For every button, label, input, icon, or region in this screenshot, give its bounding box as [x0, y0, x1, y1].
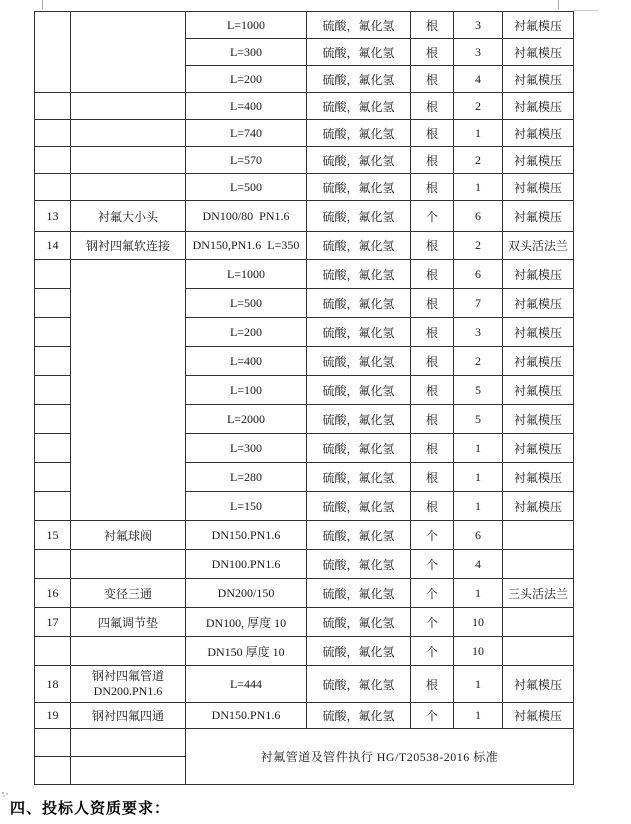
cell-medium: 硫酸，氟化氢 [307, 232, 411, 260]
cell-spec: L=2000 [186, 405, 307, 434]
cell-medium: 硫酸，氟化氢 [307, 703, 411, 729]
cell-name [71, 729, 186, 757]
table-top-border-artifact [573, 10, 598, 11]
cell-remark: 衬氟模压 [503, 260, 574, 289]
cell-remark: 三头活法兰 [503, 579, 574, 608]
cell-no [35, 550, 71, 579]
cell-medium: 硫酸，氟化氢 [307, 260, 411, 289]
cell-no: 16 [35, 579, 71, 608]
cell-no [35, 93, 71, 120]
cell-medium: 硫酸，氟化氢 [307, 434, 411, 463]
cell-remark: 衬氟模压 [503, 174, 574, 201]
cell-remark: 衬氟模压 [503, 492, 574, 521]
cell-name [71, 260, 186, 521]
cell-qty: 4 [454, 66, 503, 93]
cell-name [71, 174, 186, 201]
cell-unit: 个 [411, 579, 454, 608]
cell-name: 钢衬四氟软连接 [71, 232, 186, 260]
cell-name [71, 637, 186, 666]
cell-unit: 根 [411, 147, 454, 174]
cell-no [35, 260, 71, 289]
cell-remark: 衬氟模压 [503, 12, 574, 39]
table-row [35, 260, 574, 289]
cell-spec: L=1000 [186, 12, 307, 39]
cell-remark [503, 521, 574, 550]
cell-remark: 双头活法兰 [503, 232, 574, 260]
table-row [35, 579, 574, 608]
cell-no [35, 405, 71, 434]
cell-remark: 衬氟模压 [503, 66, 574, 93]
cell-spec: DN200/150 [186, 579, 307, 608]
cell-spec: L=500 [186, 174, 307, 201]
cell-no: 17 [35, 608, 71, 637]
cell-spec: DN100/80 PN1.6 [186, 201, 307, 232]
cell-unit: 个 [411, 637, 454, 666]
cell-remark: 衬氟模压 [503, 39, 574, 66]
cell-no [35, 463, 71, 492]
cell-qty: 2 [454, 347, 503, 376]
cell-qty: 4 [454, 550, 503, 579]
cell-name [71, 147, 186, 174]
cell-unit: 根 [411, 463, 454, 492]
cell-unit: 根 [411, 666, 454, 703]
materials-table [34, 11, 574, 785]
cell-unit: 根 [411, 318, 454, 347]
cell-qty: 1 [454, 492, 503, 521]
cell-unit: 根 [411, 12, 454, 39]
cell-remark: 衬氟模压 [503, 201, 574, 232]
cell-unit: 个 [411, 201, 454, 232]
cell-no [35, 12, 71, 93]
table-row [35, 201, 574, 232]
cell-remark: 衬氟模压 [503, 703, 574, 729]
cell-spec: L=280 [186, 463, 307, 492]
cell-no [35, 347, 71, 376]
cell-unit: 根 [411, 434, 454, 463]
cell-unit: 个 [411, 521, 454, 550]
cell-medium: 硫酸，氟化氢 [307, 39, 411, 66]
cell-remark [503, 637, 574, 666]
cell-no [35, 376, 71, 405]
cell-remark: 衬氟模压 [503, 666, 574, 703]
cell-spec: L=100 [186, 376, 307, 405]
cell-spec: L=400 [186, 347, 307, 376]
cell-spec: DN150 厚度 10 [186, 637, 307, 666]
cell-unit: 根 [411, 492, 454, 521]
cell-no [35, 147, 71, 174]
cell-unit: 个 [411, 703, 454, 729]
cell-medium: 硫酸，氟化氢 [307, 608, 411, 637]
cell-name: 钢衬四氟四通 [71, 703, 186, 729]
table-row [35, 703, 574, 729]
table-row [35, 12, 574, 39]
table-row [35, 550, 574, 579]
cell-no [35, 637, 71, 666]
cell-qty: 1 [454, 703, 503, 729]
cell-no [35, 757, 71, 785]
table-row [35, 608, 574, 637]
cell-no [35, 318, 71, 347]
cell-spec: DN150.PN1.6 [186, 521, 307, 550]
cell-qty: 2 [454, 93, 503, 120]
cell-remark: 衬氟模压 [503, 120, 574, 147]
cell-remark: 衬氟模压 [503, 93, 574, 120]
cell-spec: L=200 [186, 318, 307, 347]
cell-remark: 衬氟模压 [503, 147, 574, 174]
cell-remark: 衬氟模压 [503, 463, 574, 492]
cell-name: 变径三通 [71, 579, 186, 608]
cell-no: 13 [35, 201, 71, 232]
cell-medium: 硫酸，氟化氢 [307, 637, 411, 666]
cell-name [71, 666, 186, 703]
table-row [35, 521, 574, 550]
cell-name [71, 550, 186, 579]
cell-medium: 硫酸，氟化氢 [307, 147, 411, 174]
cell-unit: 根 [411, 405, 454, 434]
cell-remark: 衬氟模压 [503, 347, 574, 376]
cell-medium: 硫酸，氟化氢 [307, 174, 411, 201]
cell-qty: 1 [454, 463, 503, 492]
cell-unit: 根 [411, 39, 454, 66]
cell-medium: 硫酸，氟化氢 [307, 492, 411, 521]
cell-name: 四氟调节垫 [71, 608, 186, 637]
cell-no: 19 [35, 703, 71, 729]
cell-remark: 衬氟模压 [503, 434, 574, 463]
cell-medium: 硫酸，氟化氢 [307, 521, 411, 550]
item-name-line1: 钢衬四氟管道 [91, 669, 164, 683]
cell-unit: 个 [411, 550, 454, 579]
cell-spec: L=300 [186, 434, 307, 463]
standard-note-cell: 衬氟管道及管件执行 HG/T20538-2016 标准 [186, 729, 574, 785]
cell-spec: L=400 [186, 93, 307, 120]
cell-spec: L=740 [186, 120, 307, 147]
cell-medium: 硫酸，氟化氢 [307, 405, 411, 434]
cell-qty: 1 [454, 120, 503, 147]
cell-remark [503, 550, 574, 579]
cell-spec: DN150,PN1.6 L=350 [186, 232, 307, 260]
cell-qty: 2 [454, 147, 503, 174]
cell-qty: 6 [454, 201, 503, 232]
cell-spec: L=500 [186, 289, 307, 318]
cell-unit: 根 [411, 232, 454, 260]
cell-name [71, 93, 186, 120]
cell-no: 15 [35, 521, 71, 550]
cell-unit: 根 [411, 93, 454, 120]
section-heading: 四、投标人资质要求： [10, 800, 171, 817]
cell-no [35, 120, 71, 147]
cell-medium: 硫酸，氟化氢 [307, 376, 411, 405]
table-row [35, 120, 574, 147]
cell-no [35, 729, 71, 757]
cell-medium: 硫酸，氟化氢 [307, 666, 411, 703]
cell-name: 衬氟大小头 [71, 201, 186, 232]
cell-spec: DN150.PN1.6 [186, 703, 307, 729]
cell-spec: L=150 [186, 492, 307, 521]
cell-remark: 衬氟模压 [503, 405, 574, 434]
table-row [35, 637, 574, 666]
cell-medium: 硫酸，氟化氢 [307, 550, 411, 579]
cell-medium: 硫酸，氟化氢 [307, 93, 411, 120]
cell-spec: L=300 [186, 39, 307, 66]
table-row [35, 147, 574, 174]
table-row [35, 232, 574, 260]
cell-no [35, 434, 71, 463]
cell-remark [503, 608, 574, 637]
cell-remark: 衬氟模压 [503, 318, 574, 347]
cell-name: 衬氟球阀 [71, 521, 186, 550]
cell-qty: 5 [454, 405, 503, 434]
cell-spec: L=1000 [186, 260, 307, 289]
cell-unit: 根 [411, 347, 454, 376]
cell-name [71, 757, 186, 785]
table-row [35, 729, 574, 757]
cell-unit: 根 [411, 376, 454, 405]
cell-medium: 硫酸，氟化氢 [307, 347, 411, 376]
cell-medium: 硫酸，氟化氢 [307, 463, 411, 492]
cell-medium: 硫酸，氟化氢 [307, 66, 411, 93]
cell-no: 18 [35, 666, 71, 703]
cell-qty: 3 [454, 318, 503, 347]
cell-name [71, 120, 186, 147]
cell-qty: 7 [454, 289, 503, 318]
cell-spec: DN100.PN1.6 [186, 550, 307, 579]
ruler-tick-left-icon [42, 0, 43, 9]
cell-spec: L=200 [186, 66, 307, 93]
cell-qty: 2 [454, 232, 503, 260]
cell-medium: 硫酸，氟化氢 [307, 289, 411, 318]
ruler-tick-right-icon [558, 0, 559, 9]
cell-qty: 1 [454, 579, 503, 608]
cell-unit: 个 [411, 608, 454, 637]
cell-qty: 6 [454, 521, 503, 550]
cell-unit: 根 [411, 174, 454, 201]
cell-medium: 硫酸，氟化氢 [307, 120, 411, 147]
cell-qty: 3 [454, 12, 503, 39]
cell-no [35, 174, 71, 201]
cell-remark: 衬氟模压 [503, 289, 574, 318]
cell-unit: 根 [411, 289, 454, 318]
cell-qty: 6 [454, 260, 503, 289]
cell-spec: L=444 [186, 666, 307, 703]
cell-unit: 根 [411, 66, 454, 93]
cell-medium: 硫酸，氟化氢 [307, 579, 411, 608]
table-row [35, 174, 574, 201]
cell-unit: 根 [411, 260, 454, 289]
cell-no [35, 289, 71, 318]
cell-qty: 10 [454, 608, 503, 637]
item-name-line2: DN200.PN1.6 [93, 684, 163, 698]
table-row [35, 666, 574, 703]
page-mark-artifact [2, 792, 4, 794]
cell-no: 14 [35, 232, 71, 260]
cell-qty: 1 [454, 434, 503, 463]
cell-qty: 3 [454, 39, 503, 66]
cell-spec: L=570 [186, 147, 307, 174]
cell-medium: 硫酸，氟化氢 [307, 201, 411, 232]
cell-medium: 硫酸，氟化氢 [307, 318, 411, 347]
cell-medium: 硫酸，氟化氢 [307, 12, 411, 39]
cell-qty: 5 [454, 376, 503, 405]
cell-qty: 10 [454, 637, 503, 666]
cell-no [35, 492, 71, 521]
cell-unit: 根 [411, 120, 454, 147]
cell-name [71, 12, 186, 93]
cell-spec: DN100, 厚度 10 [186, 608, 307, 637]
cell-qty: 1 [454, 174, 503, 201]
cell-remark: 衬氟模压 [503, 376, 574, 405]
table-row [35, 93, 574, 120]
cell-qty: 1 [454, 666, 503, 703]
